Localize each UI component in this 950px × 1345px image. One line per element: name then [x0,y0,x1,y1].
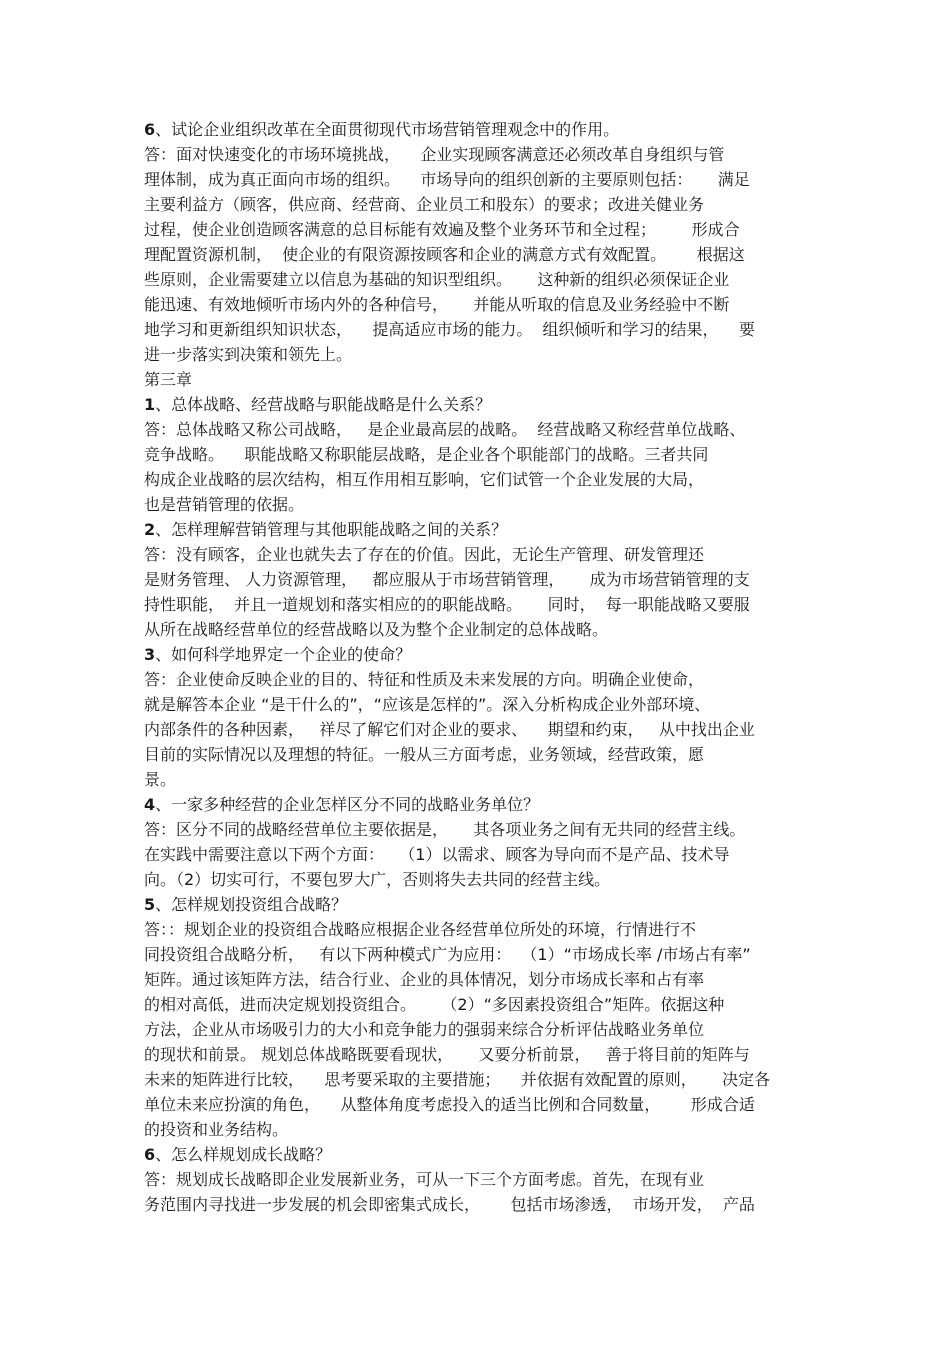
text-line [144,767,808,792]
question-heading [144,517,808,542]
question-number: 2 [144,520,156,539]
question-text: 、怎样规划投资组合战略？ [155,895,348,914]
question-number: 6 [144,1145,156,1164]
text-line [144,367,808,392]
line-text: 从所在战略经营单位的经营战略以及为整个企业制定的总体战略。 [144,620,609,639]
line-text: 答：区分不同的战略经营单位主要依据是， 其各项业务之间有无共同的经营主线。 [144,820,746,839]
text-line [144,217,808,242]
line-text: 地学习和更新组织知识状态， 提高适应市场的能力。 组织倾听和学习的结果， 要 [144,320,755,339]
text-line [144,717,808,742]
text-line [144,842,808,867]
text-line [144,317,808,342]
text-line [144,742,808,767]
text-line [144,267,808,292]
line-text: 向。（2）切实可行，不要包罗大广，否则将失去共同的经营主线。 [144,870,611,889]
question-number: 4 [144,795,156,814]
question-heading [144,392,808,417]
text-line [144,167,808,192]
line-text: 在实践中需要注意以下两个方面： （1）以需求、顾客为导向而不是产品、技术导 [144,845,730,864]
text-line [144,192,808,217]
line-text: 务范围内寻找进一步发展的机会即密集式成长， 包括市场渗透， 市场开发， 产品 [144,1195,755,1214]
question-heading [144,117,808,142]
question-heading [144,1142,808,1167]
question-text: 、怎样理解营销管理与其他职能战略之间的关系？ [155,520,508,539]
line-text: 矩阵。通过该矩阵方法，结合行业、企业的具体情况，划分市场成长率和占有率 [144,970,705,989]
text-line [144,242,808,267]
line-text: 就是解答本企业 “是干什么的”，“应该是怎样的”。深入分析构成企业外部环境、 [144,695,711,714]
question-heading [144,642,808,667]
document-body [144,117,808,1217]
text-line [144,592,808,617]
line-text: 是财务管理、 人力资源管理， 都应服从于市场营销管理， 成为市场营销管理的支 [144,570,750,589]
text-line [144,817,808,842]
text-line [144,142,808,167]
question-number: 3 [144,645,156,664]
question-heading [144,792,808,817]
text-line [144,467,808,492]
text-line [144,1067,808,1092]
text-line [144,442,808,467]
text-line [144,667,808,692]
question-number: 1 [144,395,156,414]
text-line [144,692,808,717]
question-number: 5 [144,895,156,914]
text-line [144,542,808,567]
line-text: 构成企业战略的层次结构，相互作用相互影响，它们试管一个企业发展的大局， [144,470,705,489]
text-line [144,917,808,942]
question-text: 、试论企业组织改革在全面贯彻现代市场营销管理观念中的作用。 [155,120,620,139]
text-line [144,1192,808,1217]
line-text: 理配置资源机制， 使企业的有限资源按顾客和企业的满意方式有效配置。 根据这 [144,245,745,264]
line-text: 主要利益方（顾客，供应商、经营商、企业员工和股东）的要求；改进关健业务 [144,195,705,214]
line-text: 的现状和前景。 规划总体战略既要看现状， 又要分析前景， 善于将目前的矩阵与 [144,1045,750,1064]
question-heading [144,892,808,917]
line-text: 第三章 [144,370,193,389]
text-line [144,1167,808,1192]
line-text: 同投资组合战略分析， 有以下两种模式广为应用： （1）“市场成长率 /市场占有率” [144,945,751,964]
line-text: 内部条件的各种因素， 祥尽了解它们对企业的要求、 期望和约束， 从中找出企业 [144,720,755,739]
line-text: 单位未来应扮演的角色， 从整体角度考虑投入的适当比例和合同数量， 形成合适 [144,1095,755,1114]
line-text: 答：规划成长战略即企业发展新业务，可从一下三个方面考虑。首先，在现有业 [144,1170,705,1189]
text-line [144,1017,808,1042]
question-text: 、如何科学地界定一个企业的使命？ [155,645,412,664]
text-line [144,1117,808,1142]
text-line [144,867,808,892]
text-line [144,1092,808,1117]
line-text: 答：面对快速变化的市场环境挑战， 企业实现顾客满意还必须改革自身组织与管 [144,145,725,164]
text-line [144,967,808,992]
line-text: 目前的实际情况以及理想的特征。一般从三方面考虑，业务领域，经营政策，愿 [144,745,705,764]
text-line [144,617,808,642]
text-line [144,342,808,367]
line-text: 景。 [144,770,177,789]
line-text: 理体制，成为真正面向市场的组织。 市场导向的组织创新的主要原则包括： 满足 [144,170,750,189]
line-text: 些原则，企业需要建立以信息为基础的知识型组织。 这种新的组织必须保证企业 [144,270,730,289]
line-text: 能迅速、有效地倾听市场内外的各种信号， 并能从听取的信息及业务经验中不断 [144,295,730,314]
line-text: 持性职能， 并且一道规划和落实相应的的职能战略。 同时， 每一职能战略又要服 [144,595,750,614]
line-text: 的投资和业务结构。 [144,1120,289,1139]
line-text: 过程，使企业创造顾客满意的总目标能有效遍及整个业务环节和全过程； 形成合 [144,220,740,239]
text-line [144,292,808,317]
text-line [144,1042,808,1067]
text-line [144,492,808,517]
line-text: 方法，企业从市场吸引力的大小和竞争能力的强弱来综合分析评估战略业务单位 [144,1020,705,1039]
line-text: 竞争战略。 职能战略又称职能层战略，是企业各个职能部门的战略。三者共同 [144,445,709,464]
text-line [144,992,808,1017]
line-text: 的相对高低，进而决定规划投资组合。 （2）“多因素投资组合”矩阵。依据这种 [144,995,725,1014]
question-text: 、一家多种经营的企业怎样区分不同的战略业务单位？ [155,795,540,814]
question-text: 、怎么样规划成长战略？ [155,1145,332,1164]
line-text: 答：企业使命反映企业的目的、特征和性质及未来发展的方向。明确企业使命， [144,670,705,689]
line-text: 答：：规划企业的投资组合战略应根据企业各经营单位所处的环境，行情进行不 [144,920,697,939]
question-text: 、总体战略、经营战略与职能战略是什么关系？ [155,395,492,414]
text-line [144,567,808,592]
line-text: 答：总体战略又称公司战略， 是企业最高层的战略。 经营战略又称经营单位战略、 [144,420,746,439]
line-text: 未来的矩阵进行比较， 思考要采取的主要措施； 并依据有效配置的原则， 决定各 [144,1070,771,1089]
line-text: 进一步落实到决策和领先上。 [144,345,353,364]
question-number: 6 [144,120,156,139]
text-line [144,942,808,967]
text-line [144,417,808,442]
line-text: 答：没有顾客，企业也就失去了存在的价值。因此，无论生产管理、研发管理还 [144,545,705,564]
line-text: 也是营销管理的依据。 [144,495,305,514]
